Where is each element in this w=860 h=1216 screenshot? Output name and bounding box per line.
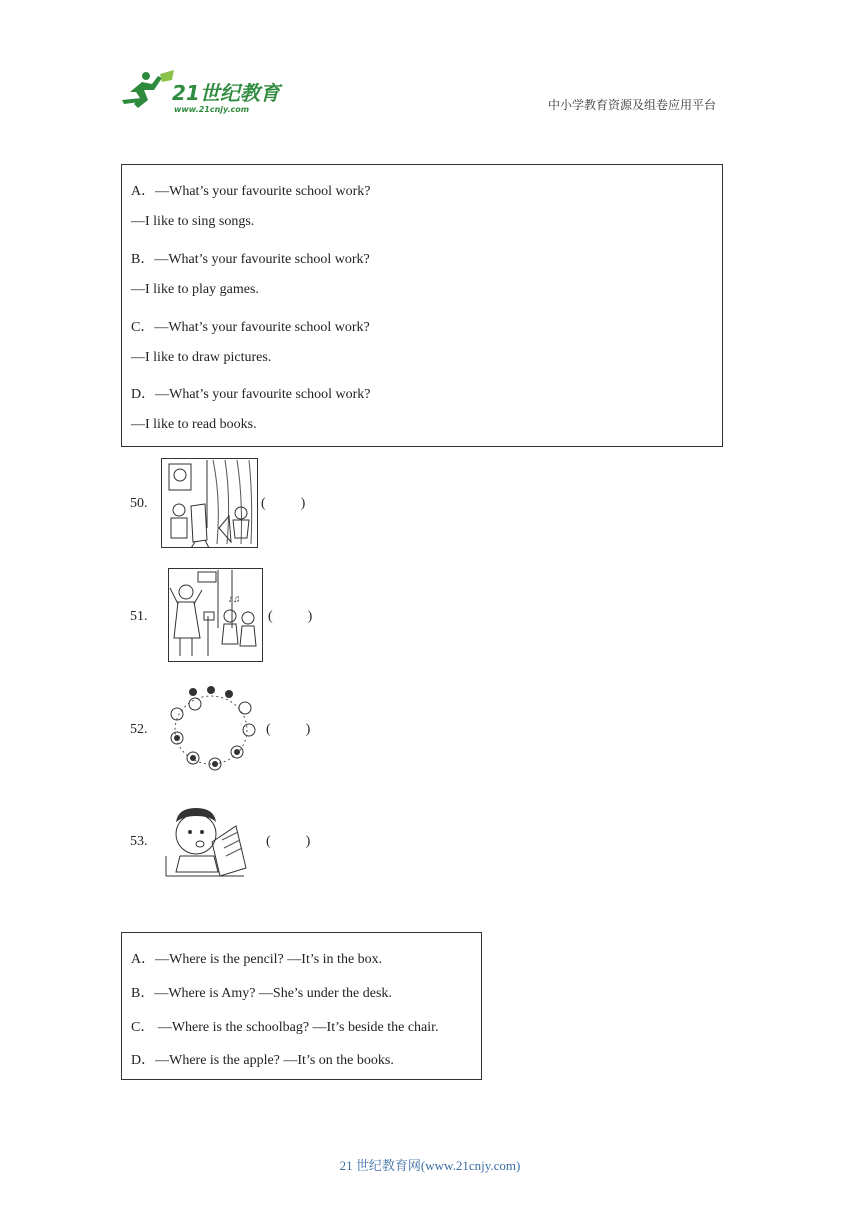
singing-picture-illustration: [168, 568, 263, 667]
options-box-where-is: [121, 932, 482, 1080]
svg-text:♪♫: ♪♫: [228, 594, 241, 605]
option-line: D．—Where is the apple? —It’s on the books.: [131, 1053, 394, 1068]
answer-blank[interactable]: ( ): [261, 496, 306, 511]
option-line: —I like to draw pictures.: [131, 350, 272, 365]
option-line: C．—What’s your favourite school work?: [131, 320, 370, 335]
option-line: —I like to read books.: [131, 417, 257, 432]
answer-blank[interactable]: ( ): [266, 834, 311, 849]
games-picture-illustration: [165, 680, 259, 779]
option-line: A．—Where is the pencil? —It’s in the box.: [131, 952, 383, 967]
logo-text: 21世纪教育: [172, 81, 280, 105]
option-line: D．—What’s your favourite school work?: [131, 387, 371, 402]
answer-blank[interactable]: ( ): [266, 722, 311, 737]
drawing-picture-illustration: [161, 458, 258, 553]
question-number: 51.: [130, 609, 148, 624]
site-logo: [122, 70, 292, 115]
question-number: 50.: [130, 496, 148, 511]
footer-text: 21 世纪教育网(www.21cnjy.com): [339, 1158, 521, 1173]
option-line: B．—What’s your favourite school work?: [131, 252, 370, 267]
option-line: B．—Where is Amy? —She’s under the desk.: [131, 986, 392, 1001]
question-number: 52.: [130, 722, 148, 737]
options-box-school-work: [121, 164, 723, 447]
option-line: —I like to sing songs.: [131, 214, 255, 229]
option-line: A．—What’s your favourite school work?: [131, 184, 371, 199]
answer-blank[interactable]: ( ): [268, 609, 313, 624]
logo-url: www.21cnjy.com: [174, 105, 250, 114]
question-number: 53.: [130, 834, 148, 849]
option-line: —I like to play games.: [131, 282, 259, 297]
option-line: C． —Where is the schoolbag? —It’s beside the chair.: [131, 1020, 439, 1035]
platform-title: 中小学教育资源及组卷应用平台: [548, 98, 717, 112]
reading-picture-illustration: [164, 806, 248, 883]
